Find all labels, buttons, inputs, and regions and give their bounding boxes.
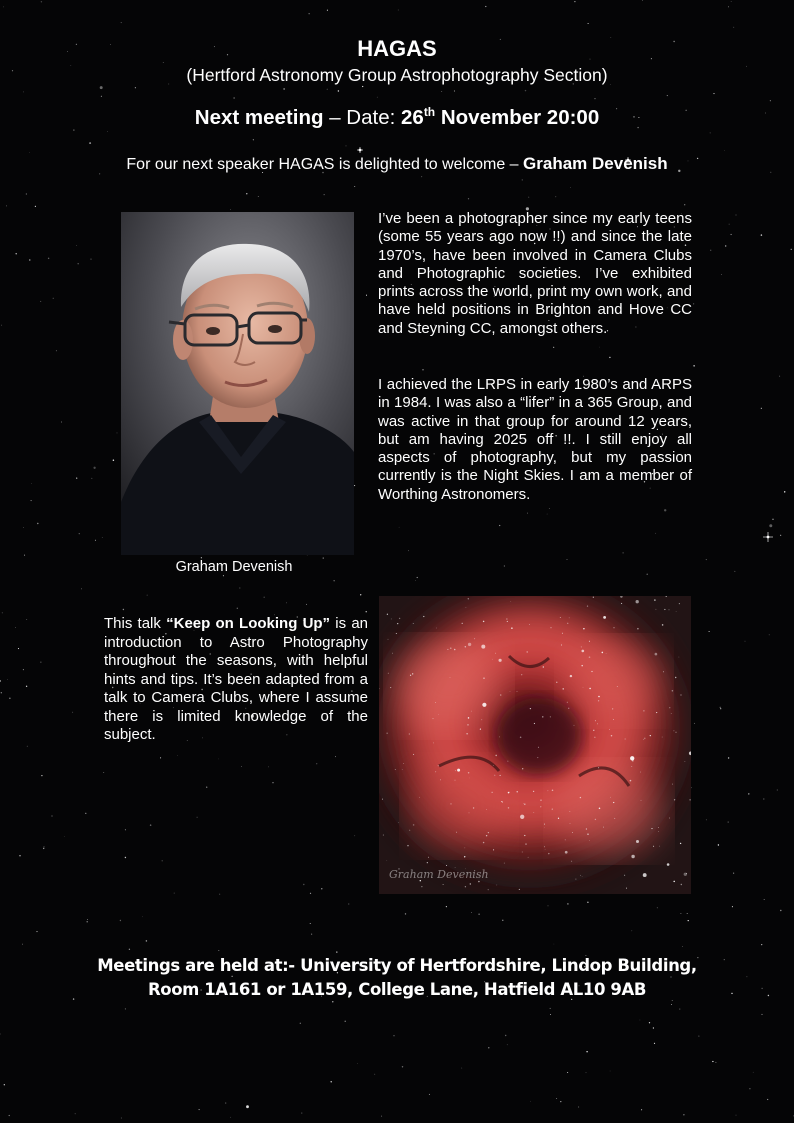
talk-title: “Keep on Looking Up” [166,615,331,632]
meeting-day-ordinal: th [423,105,436,119]
bio-paragraph-2: I achieved the LRPS in early 1980’s and ARPS in 1984. I was also a “lifer” in a 365 Group, and was active in that group for around 12 years, but am having 2025 off !!. I still enjoy all aspects of photography, but my passion currently is the Night Skies. I am a member of Worthing Astronomers. [378,376,692,503]
venue-info [0,954,794,1002]
meeting-date-label: – Date: [323,106,401,129]
page-subtitle: (Hertford Astronomy Group Astrophotography Section) [186,65,608,85]
bio-paragraph-1: I’ve been a photographer since my early teens (some 55 years ago now !!) and since the late 1970’s, have been involved in Camera Clubs and Photographic societies. I’ve exhibited prints across the world, print my own work, and have held positions in Brighton and Hove CC and Steyning CC, amongst others. [378,210,692,337]
venue-line-2: Room 1A161 or 1A159, College Lane, Hatfield AL10 9AB [147,980,647,999]
talk-summary: is an introduction to Astro Photography throughout the seasons, with helpful hints and tips. It’s been adapted from a talk to Camera Clubs, where I assume there is limited knowledge of the subject. [104,615,368,743]
speaker-intro-text: For our next speaker HAGAS is delighted to welcome – [126,156,524,173]
next-meeting-line [0,106,794,130]
venue-line-1: Meetings are held at:- University of Hertfordshire, Lindop Building, [97,956,697,975]
rosette-nebula-image [379,596,691,894]
next-meeting-label: Next meeting [194,106,324,129]
talk-description [104,615,368,745]
portrait-caption: Graham Devenish [175,559,293,575]
page-title: HAGAS [357,36,437,61]
meeting-day: 26 [401,106,424,129]
speaker-name: Graham Devenish [523,154,668,173]
nebula-watermark: Graham Devenish [389,868,489,881]
talk-prefix: This talk [104,615,167,632]
speaker-intro [0,154,794,174]
speaker-portrait [121,212,354,555]
meeting-date-time: November 20:00 [435,106,600,129]
